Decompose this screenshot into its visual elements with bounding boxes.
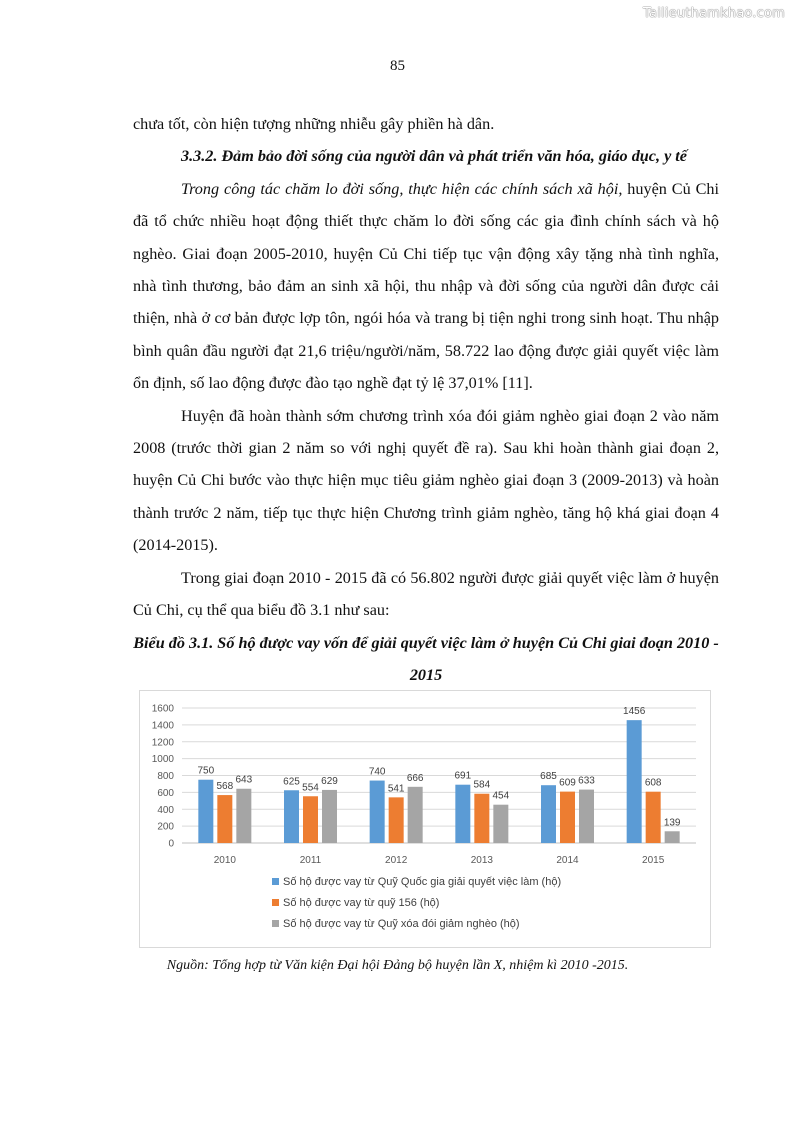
bar (646, 792, 661, 843)
data-label: 643 (235, 774, 253, 786)
paragraph-1-italic: Trong công tác chăm lo đời sống, thực hiện các chính sách xã hội, (181, 179, 623, 198)
x-tick-label: 2014 (556, 855, 579, 866)
y-tick-label: 200 (157, 821, 174, 833)
x-tick-label: 2015 (642, 855, 665, 866)
data-label: 629 (321, 775, 338, 787)
data-label: 691 (454, 770, 472, 782)
y-tick-label: 600 (157, 787, 174, 799)
bar (284, 790, 299, 843)
data-label: 554 (302, 782, 319, 794)
bar (389, 797, 404, 843)
data-label: 740 (368, 766, 386, 778)
bar (579, 790, 594, 843)
bar (541, 785, 556, 843)
bar (665, 831, 680, 843)
bar (198, 780, 213, 843)
legend-swatch (272, 878, 279, 885)
data-label: 685 (540, 771, 557, 783)
paragraph-1-text: huyện Củ Chi đã tổ chức nhiều hoạt động thiết thực chăm lo đời sống các gia đình chính sách và hộ nghèo. Giai đoạn 2005-2010, huyện Củ Chi tiếp tục vận động xây tặng nhà tình nghĩa, nhà tình thương, bảo đảm an sinh xã hội, thu nhập và đời sống của người dân được cải thiện, nhà ở cơ bản được lợp tôn, ngói hóa và trang bị tiện nghi trong sinh hoạt. Thu nhập bình quân đầu người đạt 21,6 triệu/người/năm, 58.722 lao động được giải quyết việc làm ổn định, số lao động được đào tạo nghề đạt tỷ lệ 37,01% [11]. (133, 179, 719, 393)
section-heading: 3.3.2. Đảm bảo đời sống của người dân và phát triển văn hóa, giáo dục, y tế (181, 147, 687, 166)
paragraph-1 (133, 173, 719, 400)
bar (408, 787, 423, 843)
bar (217, 795, 232, 843)
bar (474, 794, 489, 843)
bar (303, 796, 318, 843)
chart-caption: Biểu đồ 3.1. Số hộ được vay vốn để giải quyết việc làm ở huyện Củ Chi giai đoạn 2010 - 2015 (133, 633, 719, 684)
data-label: 1456 (623, 706, 646, 718)
watermark: Tailieuthamkhao.com (643, 6, 785, 21)
paragraph-2: Huyện đã hoàn thành sớm chương trình xóa đói giảm nghèo giai đoạn 2 vào năm 2008 (trước thời gian 2 năm so với nghị quyết đề ra). Sau khi hoàn thành giai đoạn 2, huyện Củ Chi bước vào thực hiện mục tiêu giảm nghèo giai đoạn 3 (2009-2013) và hoàn thành trước 2 năm, tiếp tục thực hiện Chương trình giảm nghèo, tăng hộ khá giai đoạn 4 (2014-2015). (133, 406, 719, 555)
y-tick-label: 1400 (151, 720, 174, 732)
data-label: 541 (387, 783, 405, 795)
bar-chart (139, 690, 711, 948)
data-label: 609 (559, 777, 576, 789)
paragraph-3: Trong giai đoạn 2010 - 2015 đã có 56.802 người được giải quyết việc làm ở huyện Củ Chi, cụ thể qua biểu đồ 3.1 như sau: (133, 568, 719, 620)
data-label: 750 (197, 765, 215, 777)
y-tick-label: 400 (157, 804, 174, 816)
data-label: 625 (283, 776, 300, 788)
legend-swatch (272, 899, 279, 906)
data-label: 666 (406, 772, 424, 784)
legend-swatch (272, 920, 279, 927)
chart-canvas (140, 691, 710, 947)
x-tick-label: 2010 (213, 855, 236, 866)
x-tick-label: 2013 (470, 855, 493, 866)
legend-label: Số hộ được vay từ Quỹ xóa đói giảm nghèo (hộ) (283, 918, 520, 930)
y-tick-label: 1000 (151, 754, 174, 766)
x-tick-label: 2012 (385, 855, 408, 866)
bar (560, 792, 575, 843)
legend-label: Số hộ được vay từ quỹ 156 (hộ) (283, 897, 440, 909)
bar (455, 785, 470, 843)
data-label: 139 (663, 817, 681, 829)
data-label: 454 (492, 790, 510, 802)
bar (627, 720, 642, 843)
page-number: 85 (390, 58, 405, 74)
bar (370, 781, 385, 843)
bar (236, 789, 251, 843)
y-tick-label: 0 (168, 838, 174, 850)
legend-label: Số hộ được vay từ Quỹ Quốc gia giải quyết việc làm (hộ) (283, 876, 562, 888)
y-tick-label: 800 (157, 771, 174, 782)
data-label: 584 (473, 779, 491, 791)
data-label: 568 (216, 781, 234, 793)
source-note: Nguồn: Tổng hợp từ Văn kiện Đại hội Đảng bộ huyện lần X, nhiệm kì 2010 -2015. (166, 958, 629, 973)
bar (493, 805, 508, 843)
body-text (133, 108, 719, 691)
y-tick-label: 1200 (151, 737, 174, 749)
data-label: 608 (644, 777, 662, 789)
y-tick-label: 1600 (151, 703, 174, 715)
x-tick-label: 2011 (299, 855, 322, 866)
bar (322, 790, 337, 843)
paragraph-intro: chưa tốt, còn hiện tượng những nhiễu gây phiền hà dân. (133, 115, 495, 133)
data-label: 633 (578, 775, 595, 787)
